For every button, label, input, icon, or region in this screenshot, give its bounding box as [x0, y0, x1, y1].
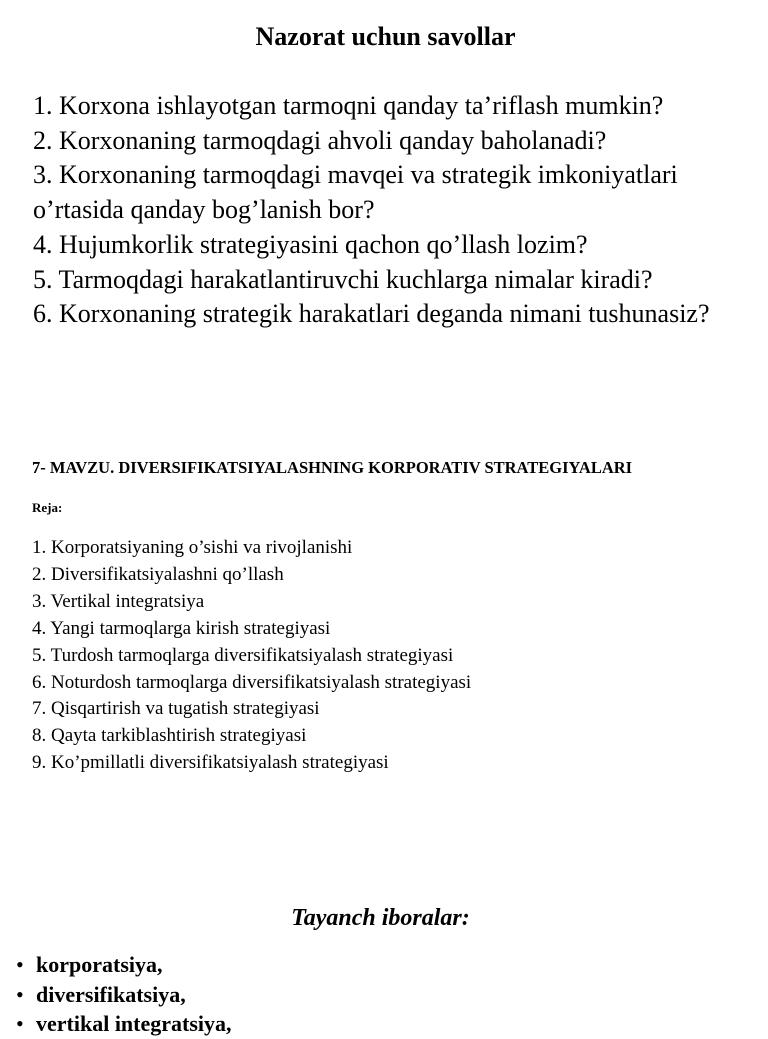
- bullet-icon: •: [16, 952, 24, 977]
- control-question: 2. Korxonaning tarmoqdagi ahvoli qanday baholanadi?: [33, 125, 607, 155]
- control-question: 3. Korxonaning tarmoqdagi mavqei va strategik imkoniyatlari o’rtasida qanday bog’lanish bor?: [33, 160, 678, 225]
- key-term: [16, 950, 232, 980]
- key-term: [16, 980, 232, 1010]
- plan-item: 8. Qayta tarkiblashtirish strategiyasi: [32, 725, 307, 747]
- control-questions-title: Nazorat uchun savollar: [255, 22, 516, 51]
- control-question: 5. Tarmoqdagi harakatlantiruvchi kuchlarga nimalar kiradi?: [33, 264, 653, 294]
- control-questions-list: [33, 89, 753, 332]
- key-term-text: diversifikatsiya,: [36, 981, 186, 1007]
- key-term-text: vertikal integratsiya,: [36, 1011, 232, 1036]
- plan-item: 9. Ko’pmillatli diversifikatsiyalash strategiyasi: [32, 752, 389, 774]
- key-term-text: korporatsiya,: [36, 952, 163, 977]
- key-terms-list: [16, 950, 232, 1039]
- bullet-icon: •: [16, 1011, 24, 1036]
- key-terms-title: Tayanch iboralar:: [291, 905, 470, 931]
- plan-label: Reja:: [32, 500, 63, 515]
- control-question: 1. Korxona ishlayotgan tarmoqni qanday ta’riflash mumkin?: [33, 91, 664, 120]
- plan-item: 7. Qisqartirish va tugatish strategiyasi: [32, 698, 320, 720]
- control-question: 6. Korxonaning strategik harakatlari deganda nimani tushunasiz?: [33, 299, 710, 329]
- plan-item: 2. Diversifikatsiyalashni qo’llash: [32, 563, 284, 585]
- plan-item: 1. Korporatsiyaning o’sishi va rivojlanishi: [32, 537, 353, 558]
- plan-list: [32, 535, 732, 777]
- bullet-icon: •: [16, 981, 24, 1007]
- plan-item: 4. Yangi tarmoqlarga kirish strategiyasi: [32, 617, 331, 639]
- topic-title: 7- MAVZU. DIVERSIFIKATSIYALASHNING KORPORATIV STRATEGIYALARI: [32, 458, 633, 477]
- control-question: 4. Hujumkorlik strategiyasini qachon qo’llash lozim?: [33, 229, 588, 259]
- plan-item: 6. Noturdosh tarmoqlarga diversifikatsiyalash strategiyasi: [32, 671, 472, 693]
- plan-item: 3. Vertikal integratsiya: [32, 590, 205, 612]
- plan-item: 5. Turdosh tarmoqlarga diversifikatsiyalash strategiyasi: [32, 644, 454, 666]
